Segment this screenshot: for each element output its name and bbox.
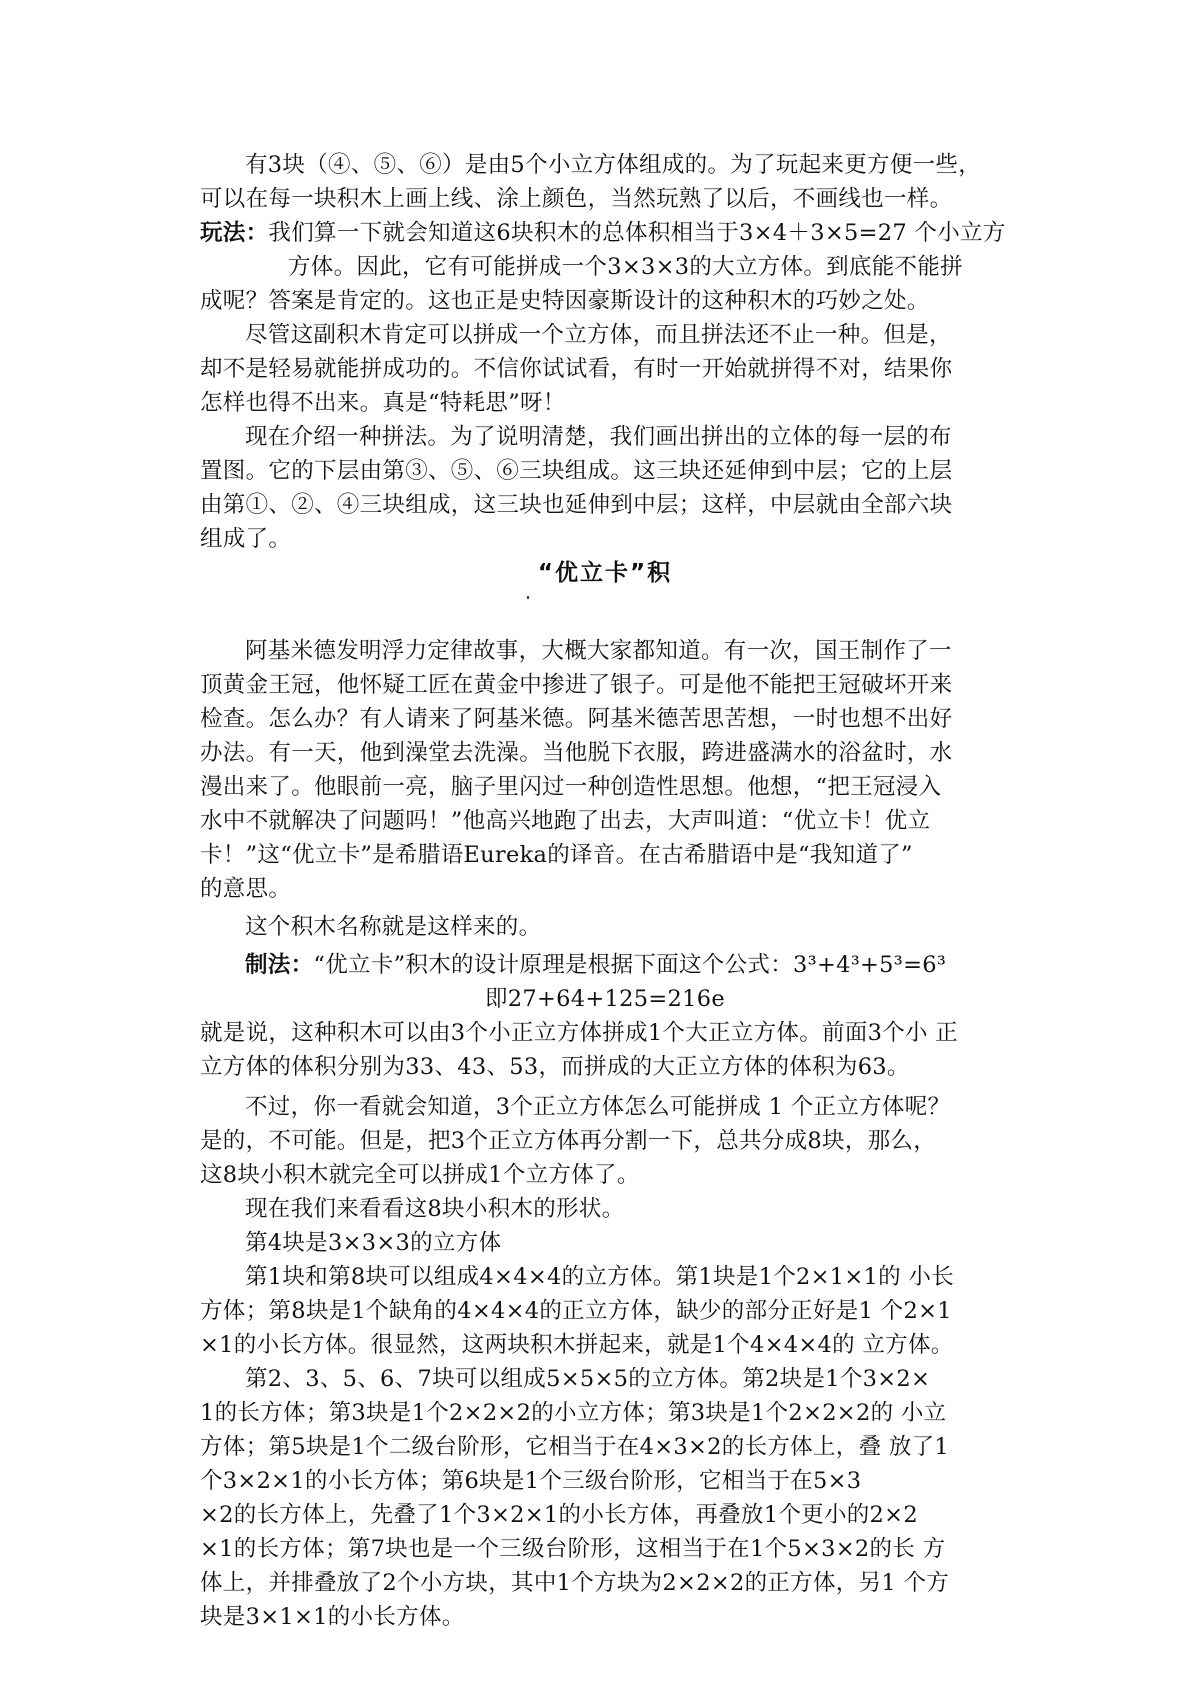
text-line: 漫出来了。他眼前一亮，脑子里闪过一种创造性思想。他想，“把王冠浸入: [200, 774, 942, 800]
text-line: 方体；第8块是1个缺角的4×4×4的正立方体，缺少的部分正好是1 个2×1: [200, 1298, 952, 1324]
text-line: 不过，你一看就会知道，3个正立方体怎么可能拼成 1 个正立方体呢？: [245, 1094, 951, 1120]
text-line: ×1的小长方体。很显然，这两块积木拼起来，就是1个4×4×4的 立方体。: [200, 1332, 954, 1358]
text-line: 立方体的体积分别为33、43、53，而拼成的大正立方体的体积为63。: [200, 1054, 910, 1080]
formula-line: 即27+64+125=216e: [484, 986, 726, 1012]
text-line: 第4块是3×3×3的立方体: [245, 1230, 502, 1256]
text-line: 组成了。: [200, 526, 292, 552]
text-line: 检查。怎么办？有人请来了阿基米德。阿基米德苦思苦想，一时也想不出好: [200, 706, 953, 732]
text-line: 这8块小积木就完全可以拼成1个立方体了。: [200, 1162, 640, 1188]
section-label: 玩法：: [200, 220, 269, 246]
text-line: 阿基米德发明浮力定律故事，大概大家都知道。有一次，国王制作了一: [245, 638, 952, 664]
text-line: ×2的长方体上，先叠了1个3×2×1的小长方体，再叠放1个更小的2×2: [200, 1502, 918, 1528]
text-line: 第1块和第8块可以组成4×4×4的立方体。第1块是1个2×1×1的 小长: [245, 1264, 955, 1290]
text-line: 有3块（④、⑤、⑥）是由5个小立方体组成的。为了玩起来更方便一些，: [245, 152, 982, 178]
text-line: 是的，不可能。但是，把3个正立方体再分割一下，总共分成8块，那么，: [200, 1128, 937, 1154]
text-line: 这个积木名称就是这样来的。: [245, 914, 542, 940]
text-line: 怎样也得不出来。真是“特耗思”呀！: [200, 390, 566, 416]
text-line: 个3×2×1的小长方体；第6块是1个三级台阶形，它相当于在5×3: [200, 1468, 862, 1494]
text-line: 成呢？答案是肯定的。这也正是史特因豪斯设计的这种积木的巧妙之处。: [200, 288, 930, 314]
text-line: 水中不就解决了问题吗！”他高兴地跑了出去，大声叫道：“优立卡！优立: [200, 808, 931, 834]
text-line: 方体；第5块是1个二级台阶形，它相当于在4×3×2的长方体上，叠 放了1: [200, 1434, 950, 1460]
text-line: 第2、3、5、6、7块可以组成5×5×5的立方体。第2块是1个3×2×: [245, 1366, 931, 1392]
text-line: 的意思。: [200, 876, 292, 902]
text-line: 现在介绍一种拼法。为了说明清楚，我们画出拼出的立体的每一层的布: [245, 424, 952, 450]
text-line: 尽管这副积木肯定可以拼成一个立方体，而且拼法还不止一种。但是，: [245, 322, 952, 348]
text-line: 现在我们来看看这8块小积木的形状。: [245, 1196, 625, 1222]
text-line: 块是3×1×1的小长方体。: [200, 1604, 465, 1630]
document-body: [200, 148, 1010, 1634]
text-line: 却不是轻易就能拼成功的。不信你试试看，有时一开始就拼得不对，结果你: [200, 356, 953, 382]
text-line: 就是说，这种积木可以由3个小正立方体拼成1个大正立方体。前面3个小 正: [200, 1020, 959, 1046]
stray-mark: [200, 590, 1010, 634]
section-label: 制法：: [245, 952, 314, 978]
text-line: 我们算一下就会知道这6块积木的总体积相当于3×4＋3×5=27 个小立方: [268, 220, 1006, 246]
text-line: 可以在每一块积木上画上线、涂上颜色，当然玩熟了以后，不画线也一样。: [200, 186, 953, 212]
text-line: ×1的长方体；第7块也是一个三级台阶形，这相当于在1个5×3×2的长 方: [200, 1536, 946, 1562]
text-line: 卡！”这“优立卡”是希腊语Eureka的译音。在古希腊语中是“我知道了”: [200, 842, 913, 868]
text-line: 方体。因此，它有可能拼成一个3×3×3的大立方体。到底能不能拼: [288, 254, 963, 280]
text-line: 办法。有一天，他到澡堂去洗澡。当他脱下衣服，跨进盛满水的浴盆时，水: [200, 740, 953, 766]
section-title: “优立卡”积: [537, 560, 673, 586]
text-line: 体上，并排叠放了2个小方块，其中1个方块为2×2×2的正方体，另1 个方: [200, 1570, 950, 1596]
text-line: 1的长方体；第3块是1个2×2×2的小立方体；第3块是1个2×2×2的 小立: [200, 1400, 947, 1426]
text-line: 顶黄金王冠，他怀疑工匠在黄金中掺进了银子。可是他不能把王冠破坏开来: [200, 672, 953, 698]
text-line: 置图。它的下层由第③、⑤、⑥三块组成。这三块还延伸到中层；它的上层: [200, 458, 953, 484]
formula-line: “优立卡”积木的设计原理是根据下面这个公式：3³+4³+5³=6³: [313, 952, 947, 978]
text-line: 由第①、②、④三块组成，这三块也延伸到中层；这样，中层就由全部六块: [200, 492, 953, 518]
